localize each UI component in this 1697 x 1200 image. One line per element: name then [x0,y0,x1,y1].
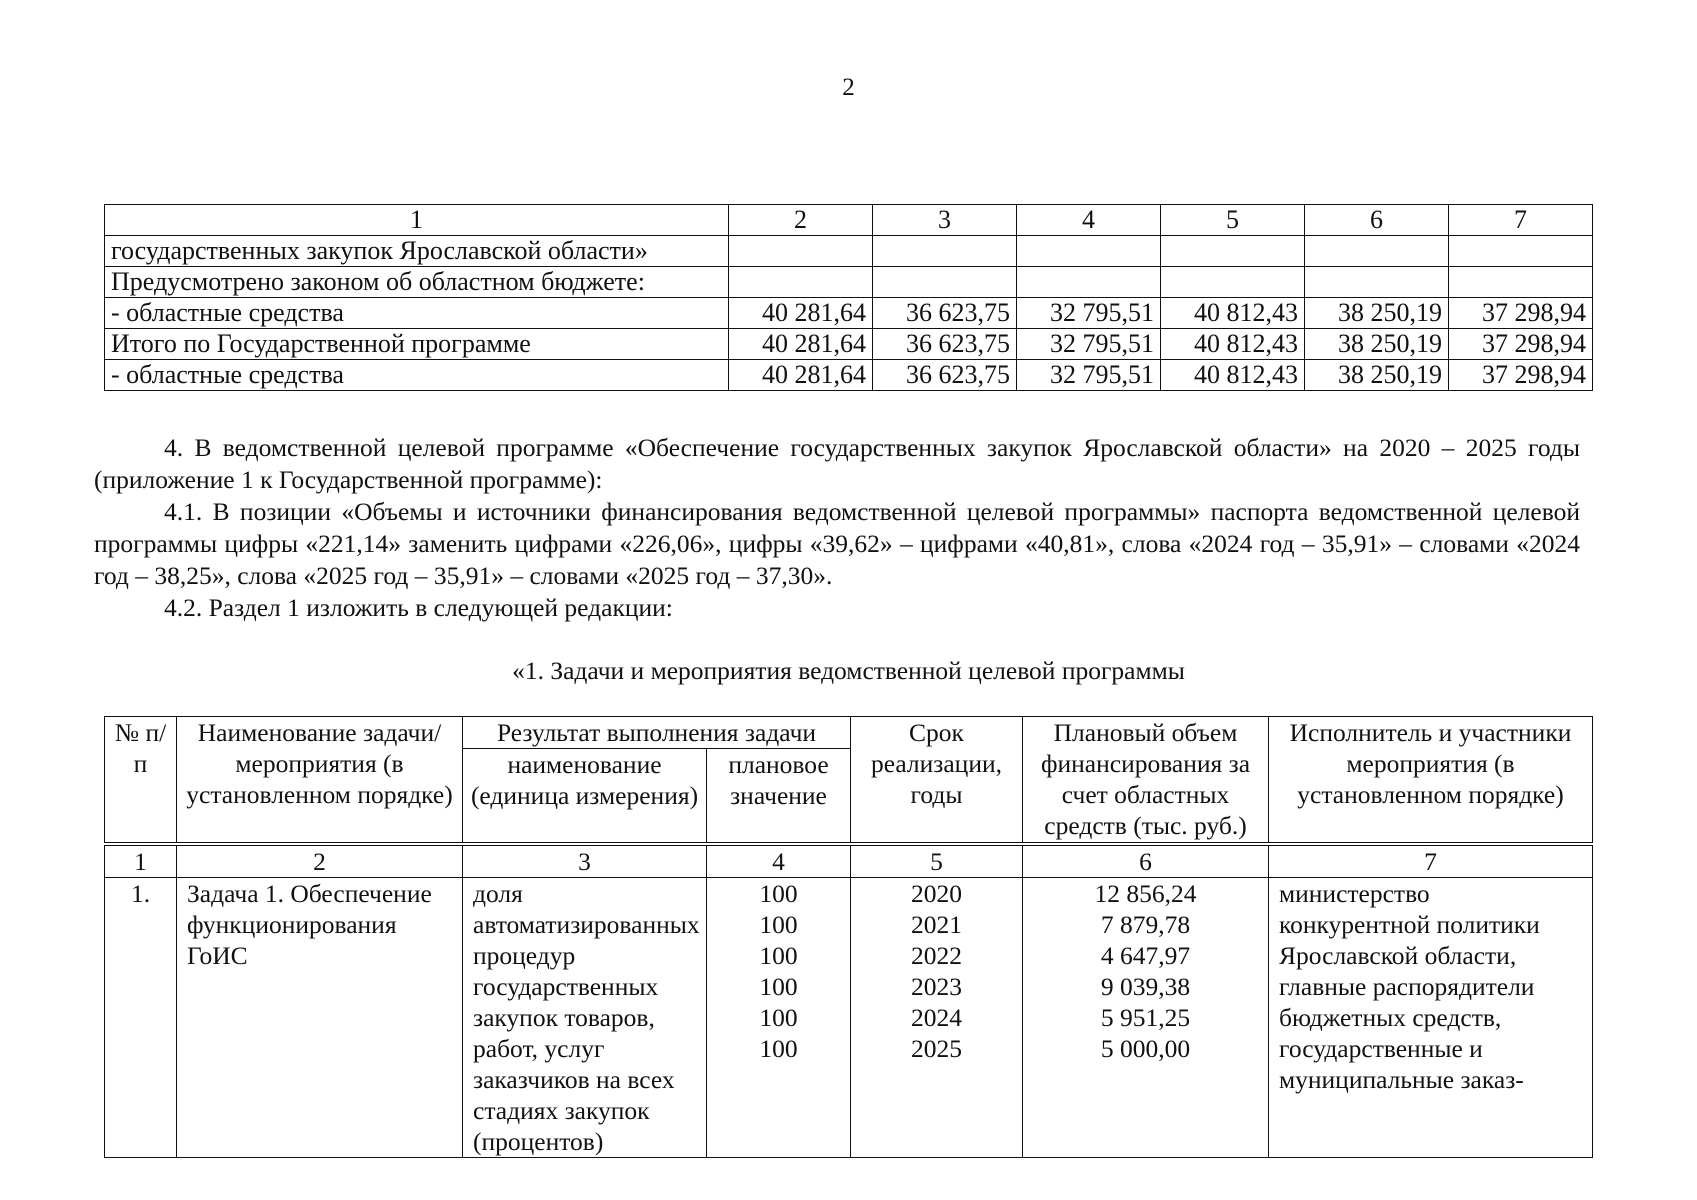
page-number: 2 [842,74,855,101]
summary-header-cell: 3 [873,205,1017,236]
summary-value-cell [1017,267,1161,298]
planned-value: 100 [759,1034,798,1063]
summary-value-cell [1449,267,1593,298]
summary-row [105,329,1593,360]
summary-row-label: государственных закупок Ярославской области» [105,236,729,267]
summary-value-cell: 38 250,19 [1305,329,1449,360]
year-value: 2021 [911,910,962,939]
funding-value: 12 856,24 [1094,879,1197,908]
summary-value-cell: 36 623,75 [873,329,1017,360]
planned-value: 100 [759,910,798,939]
summary-value-cell [1449,236,1593,267]
paragraph-4-2: 4.2. Раздел 1 изложить в следующей редакции: [164,593,673,622]
summary-value-cell [1161,267,1305,298]
column-number-cell: 2 [177,844,463,878]
task-row [105,878,1593,1158]
summary-value-cell: 36 623,75 [873,360,1017,391]
summary-row [105,236,1593,267]
header-executor: Исполнитель и участники мероприятия (в установленном порядке) [1269,717,1593,845]
task-name: Задача 1. Обеспечение функционирования ГоИС [177,878,463,1158]
column-number-cell: 3 [463,844,707,878]
funding-value: 5 000,00 [1100,1034,1191,1063]
summary-value-cell: 32 795,51 [1017,329,1161,360]
column-number-cell: 6 [1023,844,1269,878]
year-value: 2025 [911,1034,962,1063]
summary-value-cell: 40 812,43 [1161,298,1305,329]
summary-header-cell: 7 [1449,205,1593,236]
column-number-row [105,844,1593,878]
task-number: 1. [105,878,177,1158]
summary-header-cell: 2 [729,205,873,236]
summary-header-cell: 4 [1017,205,1161,236]
summary-value-cell: 37 298,94 [1449,329,1593,360]
summary-row-label: - областные средства [105,360,729,391]
summary-value-cell: 40 281,64 [729,360,873,391]
summary-value-cell [729,236,873,267]
summary-value-cell [729,267,873,298]
task-executor: министерство конкурентной политики Ярославской области, главные распорядители бюджетных средств, государственные и муниципальные заказ- [1269,878,1593,1158]
implementation-years [851,878,1023,1158]
paragraph-4: 4. В ведомственной целевой программе «Обеспечение государственных закупок Ярославской области» на 2020 – 2025 годы (приложение 1 к Государственной программе): [94,433,1580,494]
funding-summary-table [104,204,1593,391]
summary-header-cell: 5 [1161,205,1305,236]
summary-header-cell: 6 [1305,205,1449,236]
header-result-name: наименование (единица измерения) [463,749,707,845]
tasks-table [104,716,1593,1158]
paragraph-4-1: 4.1. В позиции «Объемы и источники финансирования ведомственной целевой программы» паспорта ведомственной целевой программы цифры «221,14» заменить цифрами «226,06», цифры «39,62» – цифрами «40,81», слова «2024 год – 35,91» – словами «2024 год – 38,25», слова «2025 год – 35,91» – словами «2025 год – 37,30». [94,497,1580,590]
funding-value: 9 039,38 [1100,972,1191,1001]
summary-value-cell: 40 281,64 [729,298,873,329]
header-result: Результат выполнения задачи [463,717,851,749]
summary-value-cell: 38 250,19 [1305,298,1449,329]
planned-value: 100 [759,879,798,908]
funding-value: 5 951,25 [1100,1003,1191,1032]
planned-value: 100 [759,1003,798,1032]
summary-value-cell: 32 795,51 [1017,360,1161,391]
summary-value-cell: 40 812,43 [1161,360,1305,391]
summary-value-cell: 37 298,94 [1449,298,1593,329]
year-value: 2022 [911,941,962,970]
header-funding: Плановый объем финансирования за счет областных средств (тыс. руб.) [1023,717,1269,845]
summary-row-label: Предусмотрено законом об областном бюджете: [105,267,729,298]
planned-funding [1023,878,1269,1158]
year-value: 2024 [911,1003,962,1032]
summary-value-cell [873,236,1017,267]
summary-value-cell: 32 795,51 [1017,298,1161,329]
funding-value: 4 647,97 [1100,941,1191,970]
summary-value-cell: 40 281,64 [729,329,873,360]
year-value: 2020 [911,879,962,908]
summary-value-cell [873,267,1017,298]
header-period: Срок реализации, годы [851,717,1023,845]
summary-value-cell [1305,267,1449,298]
tasks-header-row [105,717,1593,749]
summary-row-label: Итого по Государственной программе [105,329,729,360]
summary-value-cell: 38 250,19 [1305,360,1449,391]
header-result-value: плановое значение [707,749,851,845]
header-num: № п/п [105,717,177,845]
header-task-name: Наименование задачи/ мероприятия (в установленном порядке) [177,717,463,845]
column-number-cell: 7 [1269,844,1593,878]
column-number-cell: 4 [707,844,851,878]
summary-row [105,267,1593,298]
year-value: 2023 [911,972,962,1001]
summary-value-cell [1161,236,1305,267]
summary-row-label: - областные средства [105,298,729,329]
planned-values [707,878,851,1158]
summary-header-cell: 1 [105,205,729,236]
section-title: «1. Задачи и мероприятия ведомственной целевой программы [512,656,1185,685]
summary-value-cell [1305,236,1449,267]
summary-row [105,360,1593,391]
summary-value-cell: 40 812,43 [1161,329,1305,360]
column-number-cell: 1 [105,844,177,878]
column-number-cell: 5 [851,844,1023,878]
planned-value: 100 [759,972,798,1001]
summary-value-cell: 37 298,94 [1449,360,1593,391]
summary-header-row [105,205,1593,236]
task-indicator: доля автоматизированных процедур государственных закупок товаров, работ, услуг заказчиков на всех стадиях закупок (процентов) [463,878,707,1158]
summary-value-cell [1017,236,1161,267]
amendment-text [94,432,1580,624]
summary-row [105,298,1593,329]
planned-value: 100 [759,941,798,970]
summary-value-cell: 36 623,75 [873,298,1017,329]
funding-value: 7 879,78 [1100,910,1191,939]
